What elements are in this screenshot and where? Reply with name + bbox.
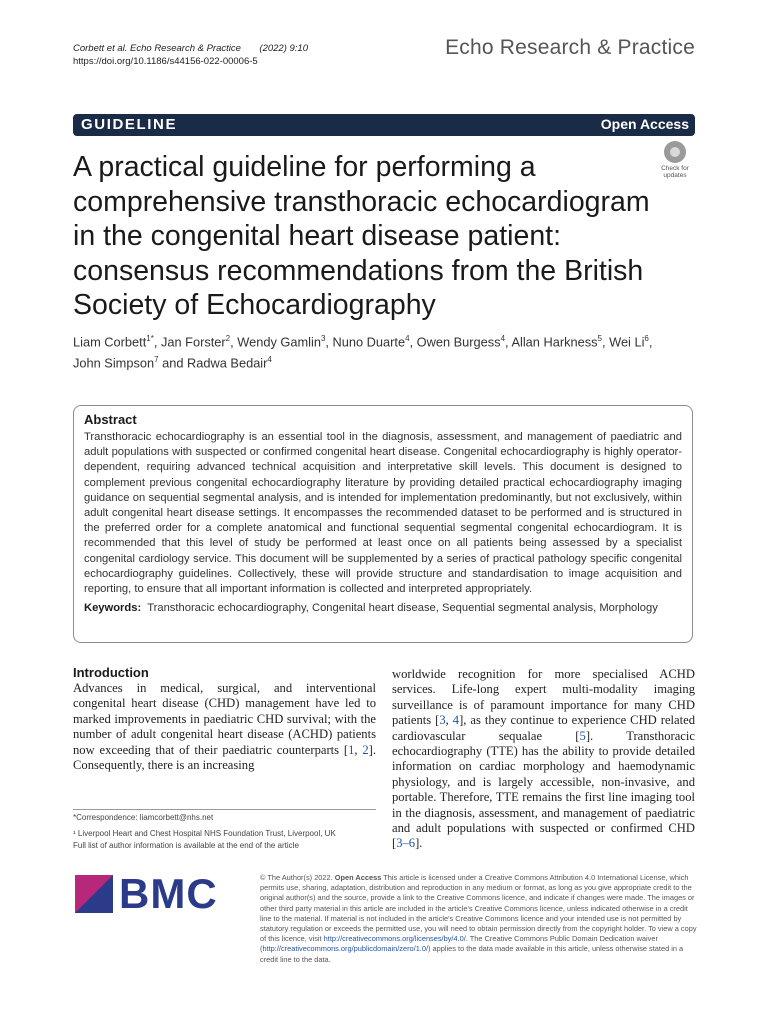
author[interactable]: Wendy Gamlin (237, 334, 321, 350)
cc-by-license-link[interactable]: http://creativecommons.org/licenses/by/4.0/ (323, 934, 466, 944)
author[interactable]: Jan Forster (160, 334, 226, 350)
license-open-access: Open Access (334, 873, 382, 882)
intro-paragraph: worldwide recognition for more specialised ACHD services. Life-long expert multi-modality imaging surveillance is of paramount importance for many CHD patients [3, 4], as they continue to experience CHD related cardiovascular sequalae [5]. Transthoracic echocardiography (TTE) has the ability to provide detailed information on cardiac morphology and haemodynamic physiology, and is largely accessible, non-invasive, and portable. Therefore, TTE remains the first line imaging tool in the diagnosis, assessment, and management of paediatric and adult populations with suspected or confirmed CHD [3–6]. (392, 667, 696, 851)
keywords-list: Transthoracic echocardiography, Congenital heart disease, Sequential segmental analysis, Morphology (147, 602, 658, 615)
author[interactable]: John Simpson (73, 355, 155, 371)
author[interactable]: Allan Harkness (511, 334, 598, 350)
author[interactable]: Owen Burgess (416, 334, 501, 350)
author[interactable]: Nuno Duarte (332, 334, 406, 350)
cc-zero-license-link[interactable]: http://creativecommons.org/publicdomain/zero/1.0/ (262, 944, 429, 954)
citation-header (73, 42, 308, 68)
check-updates-text: Check for updates (661, 165, 689, 179)
affiliation-footnote: ¹ Liverpool Heart and Chest Hospital NHS Foundation Trust, Liverpool, UK (73, 829, 336, 838)
correspondence-footnote: *Correspondence: liamcorbett@nhs.net (73, 813, 214, 822)
footnote-divider (73, 809, 376, 810)
bmc-logo (75, 870, 218, 925)
article-type-banner (73, 114, 695, 136)
intro-column-right (392, 667, 695, 852)
author-info-note: Full list of author information is available at the end of the article (73, 841, 299, 850)
article-type: GUIDELINE (81, 116, 178, 133)
reference-link[interactable]: 3–6 (396, 836, 416, 851)
intro-column-left (73, 665, 376, 773)
author[interactable]: Radwa Bedair (187, 355, 268, 371)
reference-link[interactable]: 3 (439, 713, 446, 728)
check-updates-icon (664, 141, 686, 163)
citation-authors: Corbett et al. Echo Research & Practice (73, 43, 241, 54)
author[interactable]: Wei Li (609, 334, 645, 350)
open-access-label: Open Access (600, 116, 689, 132)
license-text: © The Author(s) 2022. Open Access This article is licensed under a Creative Commons Attribution 4.0 International License, which permits use, sharing, adaptation, distribution and reproduction in any medium or format, as long as you give appropriate credit to the original author(s) and the source, provide a link to the Creative Commons licence, and indicate if changes were made. The images or other third party material in this article are included in the article's Creative Commons licence, unless indicated otherwise in a credit line to the material. If material is not included in the article's Creative Commons licence and your intended use is not permitted by statutory regulation or exceeds the permitted use, you will need to obtain permission directly from the copyright holder. To view a copy of this licence, visit http://creativecommons.org/licenses/by/4.0/. The Creative Commons Public Domain Dedication waiver (http://creativecommons.org/publicdomain/zero/1.0/) applies to the data made available in this article, unless otherwise stated in a credit line to the data. (260, 873, 697, 964)
check-for-updates-badge[interactable] (655, 141, 695, 181)
doi-link[interactable]: https://doi.org/10.1186/s44156-022-00006-5 (73, 56, 258, 67)
article-title: A practical guideline for performing a comprehensive transthoracic echocardiogram in the congenital heart disease patient: consensus recommendations from the British Society of Echocardiography (73, 151, 650, 321)
reference-link[interactable]: 4 (452, 713, 460, 728)
author-list: Liam Corbett$^{1*}$, Jan Forster$^2$, Wendy Gamlin$^3$, Nuno Duarte$^4$, Owen Burgess$^4$, Allan Harkness$^5$, Wei Li$^6$, John Simpson$^7$ and Radwa Bedair$^4$ (73, 334, 653, 371)
citation-year-volume: (2022) 9:10 (259, 43, 308, 54)
keywords (84, 601, 682, 616)
reference-link[interactable]: 5 (579, 728, 586, 743)
journal-name: Echo Research & Practice (445, 36, 695, 59)
abstract-heading: Abstract (84, 412, 137, 427)
bmc-logo-text: BMC (119, 870, 218, 917)
reference-link[interactable]: 1 (348, 742, 355, 757)
section-heading-introduction: Introduction (73, 665, 149, 680)
abstract-box (73, 405, 693, 643)
reference-link[interactable]: 2 (362, 742, 369, 757)
keywords-label: Keywords: (84, 602, 142, 615)
abstract-text: Transthoracic echocardiography is an essential tool in the diagnosis, assessment, and management of paediatric and adult populations with suspected or confirmed congenital heart disease. Congenital echocardiography is highly operator-dependent, requiring advanced technical acquisition and interpretative skill levels. This document is designed to complement previous congenital echocardiography literature by providing detailed practical echocardiography imaging guidance on sequential segmental analysis, and is intended for implementation predominantly, but not exclusively, within adult congenital heart disease settings. It encompasses the recommended dataset to be performed and is structured in the preferred order for a complete anatomical and functional sequential segmental congenital echocardiogram. It is recommended that this level of study be performed at least once on all patients being assessed by a specialist congenital cardiology service. This document will be supplemented by a series of practical pathology specific congenital echocardiography guidelines. Collectively, these will provide structure and standardisation to image acquisition and reporting, to ensure that all important information is collected and interpreted appropriately. (84, 431, 682, 596)
author[interactable]: Liam Corbett (73, 334, 147, 350)
intro-paragraph: Advances in medical, surgical, and interventional congenital heart disease (CHD) management have led to marked improvements in paediatric CHD survival; with the number of adult congenital heart disease (ACHD) patients now exceeding that of their paediatric counterparts [1, 2]. Consequently, there is an increasing (73, 681, 376, 773)
